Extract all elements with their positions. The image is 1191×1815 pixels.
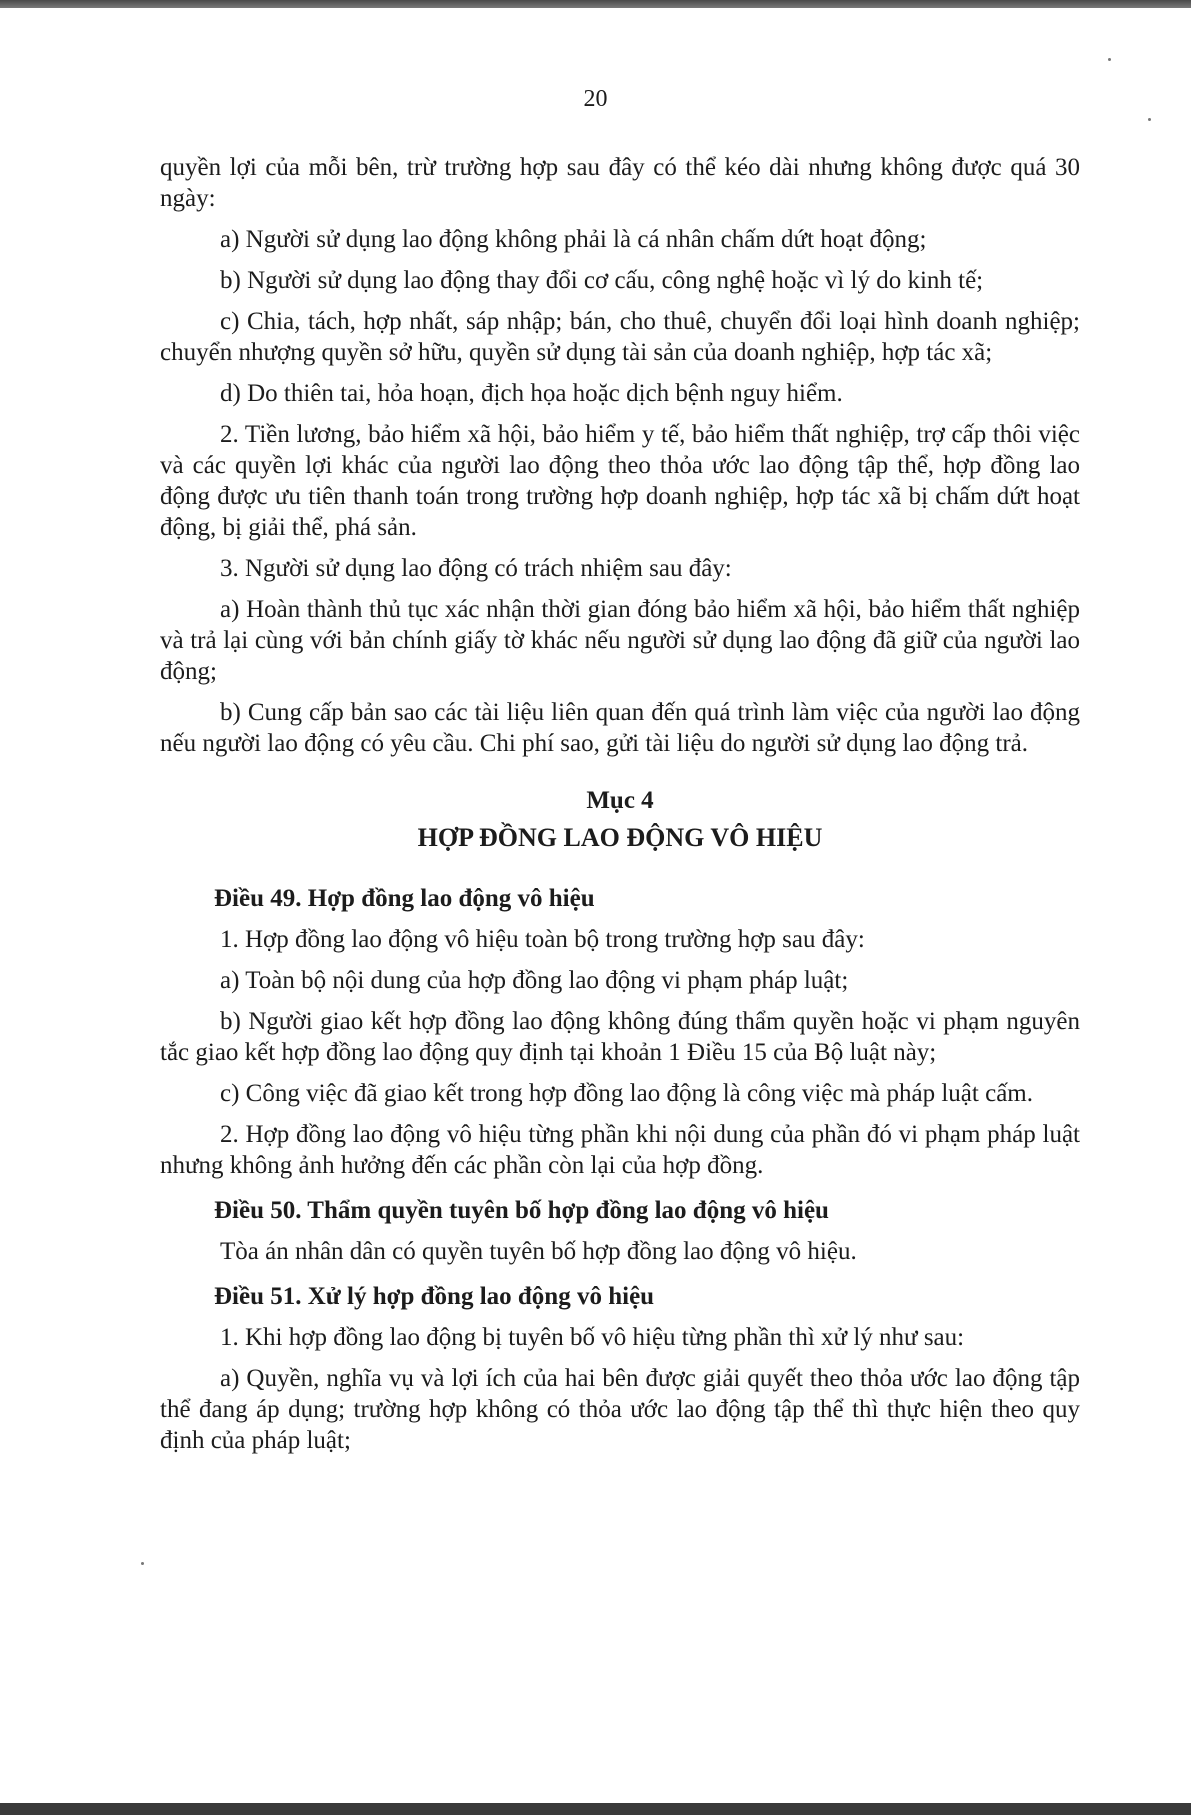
paragraph: quyền lợi của mỗi bên, trừ trường hợp sau đây có thể kéo dài nhưng không được quá 30 ngày: — [160, 154, 1080, 212]
paragraph: c) Chia, tách, hợp nhất, sáp nhập; bán, cho thuê, chuyển đổi loại hình doanh nghiệp; chuyển nhượng quyền sở hữu, quyền sử dụng tài sản của doanh nghiệp, hợp tác xã; — [160, 308, 1080, 366]
paragraph: 1. Hợp đồng lao động vô hiệu toàn bộ trong trường hợp sau đây: — [220, 926, 865, 953]
paragraph: b) Cung cấp bản sao các tài liệu liên quan đến quá trình làm việc của người lao động nếu người lao động có yêu cầu. Chi phí sao, gửi tài liệu do người sử dụng lao động trả. — [160, 699, 1080, 757]
scan-top-edge — [0, 0, 1191, 8]
paragraph: 2. Tiền lương, bảo hiểm xã hội, bảo hiểm y tế, bảo hiểm thất nghiệp, trợ cấp thôi việc và các quyền lợi khác của người lao động theo thỏa ước lao động tập thể, hợp đồng lao động được ưu tiên thanh toán trong trường hợp doanh nghiệp, hợp tác xã bị chấm dứt hoạt động, bị giải thể, phá sản. — [160, 421, 1080, 541]
paragraph: a) Quyền, nghĩa vụ và lợi ích của hai bên được giải quyết theo thỏa ước lao động tập thể đang áp dụng; trường hợp không có thỏa ước lao động tập thể thì thực hiện theo quy định của pháp luật; — [160, 1365, 1080, 1454]
paragraph: Tòa án nhân dân có quyền tuyên bố hợp đồng lao động vô hiệu. — [220, 1238, 857, 1265]
article-heading: Điều 50. Thẩm quyền tuyên bố hợp đồng lao động vô hiệu — [214, 1197, 829, 1224]
article-heading: Điều 51. Xử lý hợp đồng lao động vô hiệu — [214, 1283, 655, 1310]
paragraph: 3. Người sử dụng lao động có trách nhiệm sau đây: — [220, 555, 732, 582]
paragraph: b) Người sử dụng lao động thay đổi cơ cấu, công nghệ hoặc vì lý do kinh tế; — [220, 267, 984, 294]
paragraph: a) Người sử dụng lao động không phải là cá nhân chấm dứt hoạt động; — [220, 226, 927, 253]
scan-speck — [1148, 118, 1151, 121]
document-body — [160, 152, 1080, 1466]
article-heading: Điều 49. Hợp đồng lao động vô hiệu — [214, 885, 595, 912]
section-title: HỢP ĐỒNG LAO ĐỘNG VÔ HIỆU — [417, 823, 823, 852]
paragraph: 2. Hợp đồng lao động vô hiệu từng phần khi nội dung của phần đó vi phạm pháp luật nhưng không ảnh hưởng đến các phần còn lại của hợp đồng. — [160, 1121, 1080, 1179]
paragraph: a) Hoàn thành thủ tục xác nhận thời gian đóng bảo hiểm xã hội, bảo hiểm thất nghiệp và trả lại cùng với bản chính giấy tờ khác nếu người sử dụng lao động đã giữ của người lao động; — [160, 596, 1080, 685]
scan-speck — [1108, 58, 1111, 61]
paragraph: 1. Khi hợp đồng lao động bị tuyên bố vô hiệu từng phần thì xử lý như sau: — [220, 1324, 965, 1351]
section-label: Mục 4 — [586, 787, 654, 814]
paragraph: c) Công việc đã giao kết trong hợp đồng lao động là công việc mà pháp luật cấm. — [220, 1080, 1033, 1107]
paragraph: a) Toàn bộ nội dung của hợp đồng lao động vi phạm pháp luật; — [220, 967, 849, 994]
paragraph: b) Người giao kết hợp đồng lao động không đúng thẩm quyền hoặc vi phạm nguyên tắc giao kết hợp đồng lao động quy định tại khoản 1 Điều 15 của Bộ luật này; — [160, 1008, 1080, 1066]
page-number: 20 — [583, 86, 608, 112]
scan-speck — [141, 1562, 144, 1565]
scan-bottom-edge — [0, 1803, 1191, 1815]
paragraph: d) Do thiên tai, hỏa hoạn, địch họa hoặc dịch bệnh nguy hiểm. — [220, 380, 843, 407]
